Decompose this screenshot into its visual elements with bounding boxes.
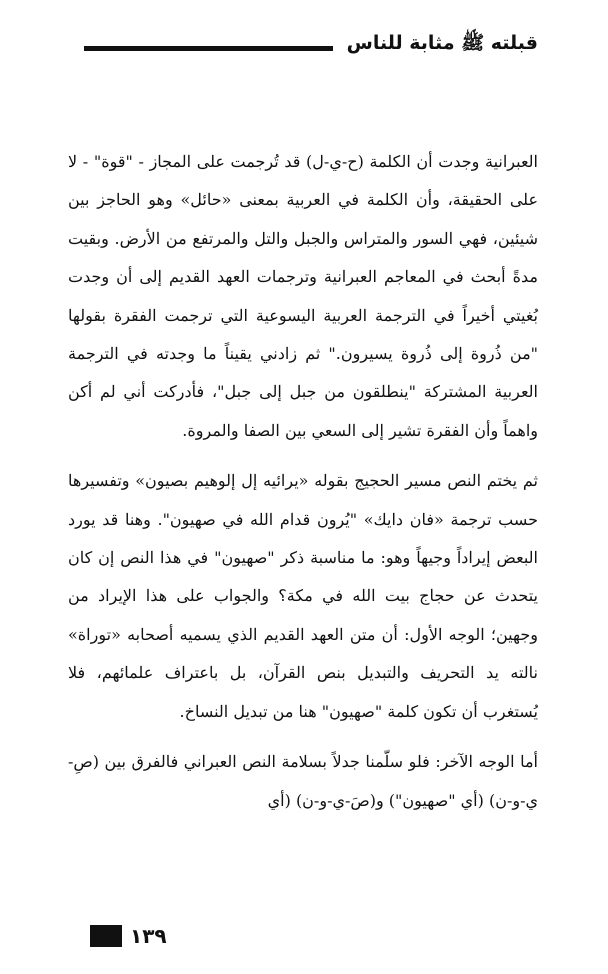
page-footer bbox=[90, 924, 167, 948]
page-number: ١٣٩ bbox=[130, 924, 167, 948]
paragraph-second-aspect: أما الوجه الآخر: فلو سلّمنا جدلاً بسلامة النص العبراني فالفرق بين (صِ-ي-و-ن) (أي "صهيون") و(صَ-ي-و-ن) (أي bbox=[68, 752, 539, 810]
paragraph-zion-objection: ثم يختم النص مسير الحجيج بقوله «يرائيه إل إلوهيم بصيون» وتفسيرها حسب ترجمة «فان دايك» "يُرون قدام الله في صهيون". وهنا قد يورد البعض إيراداً وجيهاً وهو: ما مناسبة ذكر "صهيون" في هذا النص إن كان يتحدث عن حجاج بيت الله في مكة؟ والجواب على هذا الإيراد من وجهين؛ الوجه الأول: أن متن العهد القديم الذي يسميه أصحابه «توراة» نالته يد التحريف والتبديل بنص القرآن، بل باعتراف علمائهم، فلا يُستغرب أن تكون كلمة "صهيون" هنا من تبديل النساخ. bbox=[68, 471, 538, 721]
paragraph-hayl-translation: العبرانية وجدت أن الكلمة (ح-ي-ل) قد تُرجمت على المجاز - "قوة" - لا على الحقيقة، وأن الكلمة في العربية بمعنى «حائل» وهو الحاجز بين شيئين، فهي السور والمتراس والجبل والتل والمرتفع من الأرض. وبقيت مدةً أبحث في المعاجم العبرانية وترجمات العهد القديم إلى أن وجدت بُغيتي أخيراً في الترجمة العربية اليسوعية التي ترجمت الفقرة بقولها "من ذُروة إلى ذُروة يسيرون." ثم زادني يقيناً ما وجدته في الترجمة العربية المشتركة "ينطلقون من جبل إلى جبل"، فأدركت أني لم أكن واهماً وأن الفقرة تشير إلى السعي بين الصفا والمروة. bbox=[68, 152, 539, 440]
footer-block bbox=[90, 925, 122, 947]
body-text bbox=[68, 143, 538, 820]
running-header bbox=[84, 30, 538, 60]
header-rule bbox=[84, 46, 333, 51]
running-header-title: قبلته ﷺ مثابة للناس bbox=[346, 32, 538, 54]
